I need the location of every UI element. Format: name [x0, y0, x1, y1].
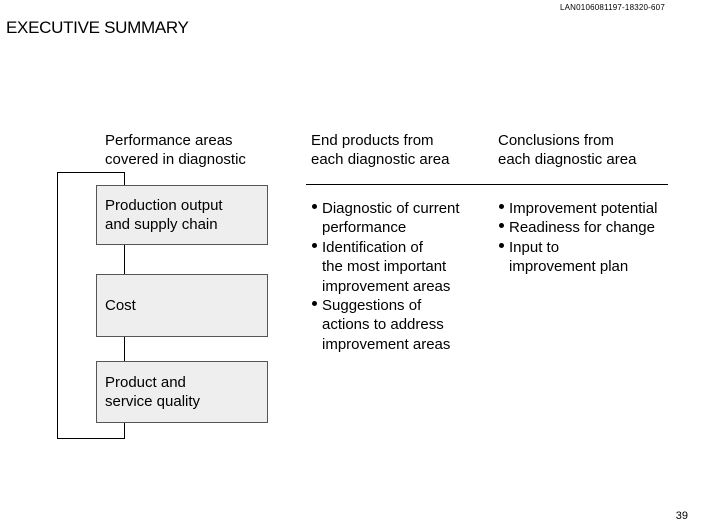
area-box-cost: [96, 274, 268, 337]
products-list: [310, 199, 490, 354]
header-divider: [306, 184, 668, 185]
product-item: Identification of the most important improvement areas: [310, 238, 490, 296]
conclusion-item: Improvement potential: [497, 199, 687, 218]
product-item: Suggestions of actions to address improvement areas: [310, 296, 490, 354]
column-header-conclusions: Conclusions from each diagnostic area: [498, 132, 637, 168]
area-label: Production output and supply chain: [105, 197, 223, 233]
document-id: LAN0106081197-18320-607: [560, 3, 665, 12]
conclusion-item: Readiness for change: [497, 218, 687, 237]
page-number: 39: [675, 510, 688, 522]
product-item: Diagnostic of current performance: [310, 199, 490, 238]
area-box-production: [96, 185, 268, 245]
area-box-quality: [96, 361, 268, 423]
conclusion-item: Input to improvement plan: [497, 238, 687, 277]
area-label: Product and service quality: [105, 374, 201, 410]
page-title: EXECUTIVE SUMMARY: [6, 18, 189, 37]
column-header-products: End products from each diagnostic area: [311, 132, 450, 168]
connector-line: [124, 245, 125, 274]
conclusions-list: [497, 199, 687, 277]
column-header-areas: Performance areas covered in diagnostic: [105, 132, 246, 168]
area-label: Cost: [105, 297, 136, 314]
connector-line: [124, 337, 125, 361]
